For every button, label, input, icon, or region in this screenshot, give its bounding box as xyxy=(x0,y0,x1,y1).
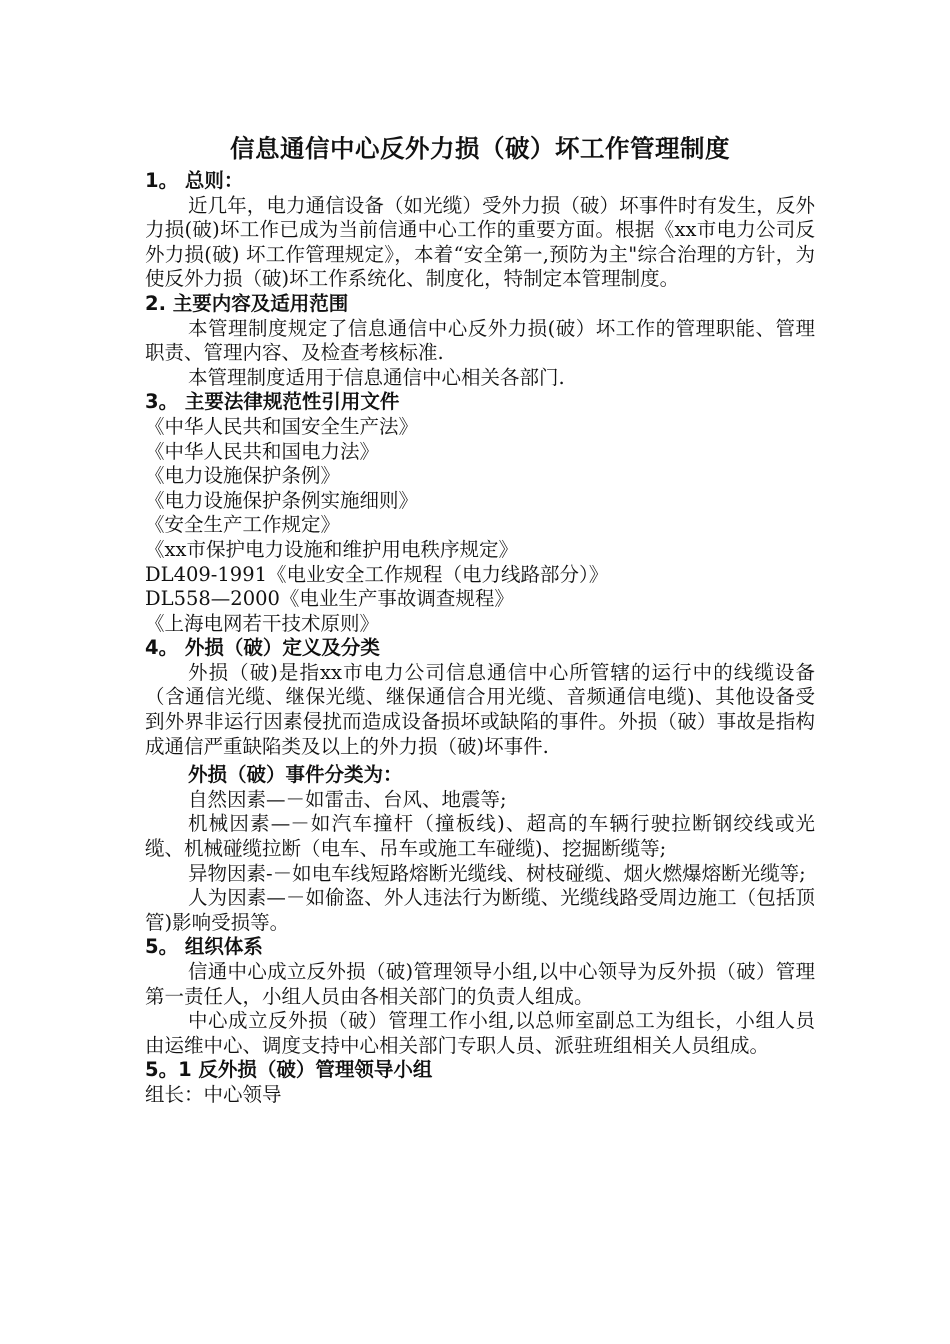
category-item: 异物因素-－如电车线短路熔断光缆线、树枝碰缆、烟火燃爆熔断光缆等; xyxy=(188,861,806,885)
section-2-heading: 2. 主要内容及适用范围 xyxy=(145,291,349,315)
reference-item: 《电力设施保护条例》 xyxy=(145,464,341,488)
document-page xyxy=(145,131,815,1108)
category-item: 机械因素—－如汽车撞杆（撞板线)、超高的车辆行驶拉断钢绞线或光缆、机械碰缆拉断（电车、吊车或施工车碰缆)、挖掘断缆等; xyxy=(145,812,815,861)
reference-item: 《安全生产工作规定》 xyxy=(145,513,341,537)
reference-item: DL558—2000《电业生产事故调查规程》 xyxy=(145,587,514,611)
section-4-heading: 4。 外损（破）定义及分类 xyxy=(145,636,380,660)
section-1-paragraph: 近几年，电力通信设备（如光缆）受外力损（破）坏事件时有发生，反外力损(破)坏工作已成为当前信通中心工作的重要方面。根据《xx市电力公司反外力损(破) 坏工作管理规定》，本着“安全第一,预防为主"综合治理的方针，为使反外力损（破)坏工作系统化、制度化，特制定本管理制度。 xyxy=(145,193,815,291)
section-5-1-heading: 5。1 反外损（破）管理领导小组 xyxy=(145,1058,433,1082)
reference-item: DL409-1991《电业安全工作规程（电力线路部分）》 xyxy=(145,562,609,586)
reference-item: 《中华人民共和国安全生产法》 xyxy=(145,414,419,438)
section-4-definition: 外损（破)是指xx市电力公司信息通信中心所管辖的运行中的线缆设备（含通信光缆、继保光缆、继保通信合用光缆、音频通信电缆)、其他设备受到外界非运行因素侵扰而造成设备损坏或缺陷的事件。外损（破）事故是指构成通信严重缺陷类及以上的外力损（破)坏事件. xyxy=(145,660,815,758)
section-1-heading: 1。 总则： xyxy=(145,169,244,192)
section-5-heading: 5。 组织体系 xyxy=(145,935,263,959)
category-item: 人为因素—－如偷盗、外人违法行为断缆、光缆线路受周边施工（包括顶管)影响受损等。 xyxy=(145,886,815,934)
section-5-paragraph-2: 中心成立反外损（破）管理工作小组,以总师室副总工为组长，小组人员由运维中心、调度支持中心相关部门专职人员、派驻班组相关人员组成。 xyxy=(145,1009,815,1057)
section-2-paragraph-2: 本管理制度适用于信息通信中心相关各部门. xyxy=(188,365,565,389)
section-5-paragraph-1: 信通中心成立反外损（破)管理领导小组,以中心领导为反外损（破）管理第一责任人，小组人员由各相关部门的负责人组成。 xyxy=(145,960,815,1008)
reference-item: 《中华人民共和国电力法》 xyxy=(145,439,380,463)
reference-item: 《上海电网若干技术原则》 xyxy=(145,611,380,635)
section-2-paragraph-1: 本管理制度规定了信息通信中心反外力损(破）坏工作的管理职能、管理职责、管理内容、及检查考核标准. xyxy=(145,316,815,365)
section-3-heading: 3。 主要法律规范性引用文件 xyxy=(145,390,400,414)
reference-item: 《xx市保护电力设施和维护用电秩序规定》 xyxy=(145,537,518,561)
document-title: 信息通信中心反外力损（破）坏工作管理制度 xyxy=(230,134,730,163)
reference-list xyxy=(145,415,815,636)
category-item: 自然因素—－如雷击、台风、地震等; xyxy=(188,787,507,811)
reference-item: 《电力设施保护条例实施细则》 xyxy=(145,488,419,512)
leader-line: 组长：中心领导 xyxy=(145,1082,282,1106)
classification-heading: 外损（破）事件分类为： xyxy=(188,763,403,787)
